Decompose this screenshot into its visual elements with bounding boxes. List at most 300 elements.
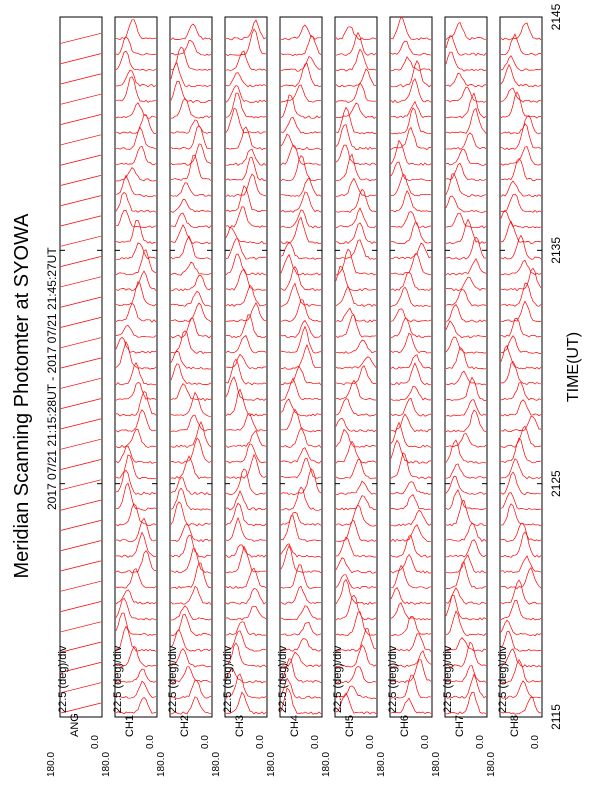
scan-trace <box>171 478 211 495</box>
scan-trace <box>281 267 321 291</box>
scan-trace <box>61 399 101 409</box>
scan-trace <box>226 455 266 479</box>
y-tick-label-max: 180.0 <box>376 751 387 777</box>
y-tick-label-max: 180.0 <box>486 751 497 777</box>
scan-trace <box>116 470 156 494</box>
scan-trace <box>501 532 541 557</box>
scan-trace <box>61 155 101 165</box>
scan-trace <box>61 581 101 591</box>
scan-trace <box>446 611 486 635</box>
scan-trace <box>446 348 486 370</box>
scan-trace <box>446 289 486 306</box>
scan-trace <box>116 325 156 337</box>
scan-trace <box>226 73 266 87</box>
scan-trace <box>281 606 321 620</box>
scan-trace <box>281 546 321 573</box>
scan-trace <box>336 249 376 275</box>
scan-trace <box>446 237 486 259</box>
scan-trace <box>391 141 431 166</box>
scan-trace <box>336 69 376 87</box>
scan-trace <box>281 345 321 369</box>
scan-trace <box>226 518 266 542</box>
scan-trace <box>61 196 101 206</box>
panel-ch7 <box>445 17 487 717</box>
scan-trace <box>446 540 486 557</box>
scan-trace <box>281 327 321 354</box>
scan-trace <box>281 242 321 259</box>
scan-trace <box>446 52 486 71</box>
scan-trace <box>336 558 376 574</box>
scan-trace <box>171 415 211 432</box>
scan-trace <box>501 23 541 40</box>
scan-traces <box>391 17 431 714</box>
scan-trace <box>171 586 211 604</box>
scan-trace <box>336 399 376 417</box>
x-tick-label: 2125 <box>549 470 563 498</box>
scan-trace <box>391 223 431 244</box>
scan-trace <box>61 500 101 510</box>
scan-trace <box>281 516 321 542</box>
scan-trace <box>501 493 541 510</box>
scan-trace <box>171 63 211 87</box>
scan-trace <box>171 549 211 573</box>
scan-trace <box>61 317 101 327</box>
channel-label: CH7 <box>454 714 466 737</box>
scan-trace <box>501 400 541 416</box>
scan-trace <box>116 193 156 213</box>
scan-trace <box>226 315 266 338</box>
scan-trace <box>116 410 156 432</box>
scan-trace <box>116 551 156 573</box>
scan-trace <box>116 590 156 604</box>
scan-trace <box>446 149 486 165</box>
scan-trace <box>171 236 211 259</box>
scan-trace <box>61 33 101 43</box>
panel-frame <box>225 17 267 717</box>
y-tick-label-max: 180.0 <box>266 751 277 777</box>
scan-trace <box>336 441 376 463</box>
scan-trace <box>171 291 211 306</box>
scan-trace <box>226 354 266 369</box>
scan-trace <box>501 65 541 87</box>
scan-trace <box>226 377 266 400</box>
scan-trace <box>171 47 211 70</box>
scan-trace <box>391 510 431 526</box>
scan-traces <box>171 24 211 714</box>
scan-trace <box>116 127 156 149</box>
scan-trace <box>391 17 431 40</box>
scan-trace <box>336 430 376 448</box>
scan-trace <box>501 147 541 166</box>
chart-title: Meridian Scanning Photomter at SYOWA <box>11 213 33 579</box>
scan-trace <box>391 355 431 369</box>
scan-trace <box>281 469 321 495</box>
scan-trace <box>501 459 541 479</box>
scan-trace <box>391 440 431 463</box>
scan-trace <box>281 63 321 87</box>
scan-trace <box>336 154 376 181</box>
scan-trace <box>61 236 101 246</box>
channel-label: CH8 <box>509 714 521 737</box>
scan-trace <box>61 115 101 125</box>
scan-trace <box>391 102 431 118</box>
scan-trace <box>391 603 431 620</box>
scan-trace <box>391 253 431 274</box>
scan-trace <box>446 133 486 149</box>
scan-trace <box>446 596 486 621</box>
panel-ch5 <box>335 17 377 717</box>
scan-trace <box>336 595 376 620</box>
y-tick-label-min: 0.0 <box>200 735 211 749</box>
scale-label: 22.5 (deg)/div <box>277 645 289 713</box>
scan-trace <box>281 85 321 103</box>
scan-trace <box>446 87 486 102</box>
scan-trace <box>281 622 321 635</box>
scan-trace <box>446 163 486 180</box>
scan-trace <box>281 565 321 589</box>
scan-trace <box>281 36 321 56</box>
channel-label: CH5 <box>344 714 356 737</box>
scan-trace <box>171 183 211 196</box>
scan-trace <box>336 459 376 478</box>
scan-trace <box>391 272 431 290</box>
chart-subtitle: 2017 07/21 21:15:28UT - 2017 07/21 21:45:27UT <box>45 247 59 510</box>
scan-trace <box>61 216 101 226</box>
scan-trace <box>171 275 211 290</box>
scan-trace <box>171 535 211 557</box>
scan-trace <box>391 162 431 181</box>
scan-trace <box>336 286 376 306</box>
scan-trace <box>281 448 321 464</box>
scan-trace <box>336 315 376 338</box>
scan-trace <box>391 243 431 259</box>
scan-trace <box>336 145 376 165</box>
scan-trace <box>336 189 376 212</box>
scan-trace <box>171 502 211 526</box>
channel-label: CH6 <box>399 714 411 737</box>
scan-trace <box>281 192 321 212</box>
scan-trace <box>116 455 156 479</box>
y-tick-label-min: 0.0 <box>365 735 376 749</box>
scan-trace <box>391 79 431 103</box>
scan-trace <box>281 399 321 416</box>
channel-label: CH3 <box>234 714 246 737</box>
scan-trace <box>61 54 101 64</box>
scan-traces <box>61 33 101 713</box>
y-tick-label-max: 180.0 <box>101 751 112 777</box>
scan-trace <box>226 606 266 620</box>
scan-trace <box>171 384 211 401</box>
scan-trace <box>61 460 101 470</box>
scan-trace <box>61 135 101 145</box>
scan-trace <box>281 217 321 243</box>
panel-frame <box>445 17 487 717</box>
scan-trace <box>391 57 431 71</box>
scan-trace <box>446 434 486 448</box>
scan-trace <box>281 145 321 165</box>
scan-trace <box>501 556 541 573</box>
scan-trace <box>501 620 541 636</box>
scan-trace <box>336 308 376 322</box>
scan-trace <box>336 575 376 589</box>
scan-trace <box>501 383 541 401</box>
scan-trace <box>336 240 376 259</box>
scan-traces <box>116 20 156 714</box>
scan-trace <box>336 357 376 369</box>
y-tick-label-max: 180.0 <box>211 751 222 777</box>
scan-trace <box>171 155 211 181</box>
scan-trace <box>61 94 101 104</box>
scan-trace <box>61 602 101 612</box>
scan-trace <box>116 146 156 165</box>
scan-trace <box>446 588 486 605</box>
scan-trace <box>336 612 376 636</box>
scan-trace <box>501 426 541 447</box>
scan-trace <box>226 20 266 40</box>
channel-label: CH1 <box>124 714 136 737</box>
scan-trace <box>171 213 211 228</box>
scan-trace <box>171 262 211 275</box>
scan-trace <box>446 259 486 275</box>
scan-trace <box>226 547 266 573</box>
scan-trace <box>501 88 541 102</box>
scan-traces <box>501 23 541 714</box>
scan-trace <box>446 73 486 87</box>
scan-trace <box>226 186 266 212</box>
scale-label: 22.5 (deg)/div <box>442 645 454 713</box>
scan-trace <box>116 532 156 557</box>
scan-trace <box>116 77 156 103</box>
scan-trace <box>391 398 431 416</box>
scan-trace <box>226 589 266 605</box>
scan-trace <box>336 49 376 71</box>
scan-trace <box>171 606 211 620</box>
scan-trace <box>391 127 431 149</box>
scan-trace <box>391 482 431 495</box>
scan-trace <box>171 41 211 56</box>
scan-trace <box>446 108 486 133</box>
scan-trace <box>336 380 376 400</box>
scan-traces <box>281 25 321 714</box>
scan-trace <box>391 212 431 228</box>
scan-trace <box>501 236 541 260</box>
scan-trace <box>61 561 101 571</box>
scan-trace <box>171 81 211 102</box>
scan-trace <box>336 125 376 150</box>
scan-trace <box>116 342 156 370</box>
panel-ang <box>60 17 102 717</box>
scan-trace <box>281 117 321 134</box>
scan-traces <box>226 20 266 714</box>
scan-trace <box>226 503 266 526</box>
scan-trace <box>61 520 101 530</box>
panel-ch2 <box>170 17 212 717</box>
scan-trace <box>116 168 156 182</box>
scan-trace <box>501 301 541 321</box>
scan-trace <box>116 429 156 447</box>
scan-trace <box>501 34 541 55</box>
scan-trace <box>336 481 376 494</box>
scan-trace <box>391 453 431 479</box>
scan-trace <box>171 331 211 354</box>
panel-ch1 <box>115 17 157 717</box>
scan-trace <box>281 378 321 400</box>
scan-trace <box>336 521 376 542</box>
scan-trace <box>391 108 431 134</box>
scan-trace <box>281 210 321 228</box>
scan-trace <box>61 541 101 551</box>
scan-trace <box>226 359 266 385</box>
scan-trace <box>391 309 431 322</box>
scan-trace <box>116 504 156 526</box>
scan-trace <box>446 305 486 323</box>
scan-trace <box>446 562 486 589</box>
scan-traces <box>336 27 376 714</box>
scan-trace <box>226 491 266 510</box>
scan-trace <box>281 321 321 338</box>
scan-trace <box>116 70 156 87</box>
scan-trace <box>61 378 101 388</box>
panel-frame <box>500 17 542 717</box>
panel-ch4 <box>280 17 322 717</box>
scan-trace <box>501 124 541 150</box>
scan-trace <box>226 109 266 134</box>
scan-trace <box>281 255 321 276</box>
scan-traces <box>446 22 486 714</box>
scan-trace <box>116 210 156 227</box>
scan-trace <box>61 297 101 307</box>
scan-trace <box>501 116 541 134</box>
scan-trace <box>281 487 321 510</box>
scan-trace <box>116 271 156 291</box>
scan-trace <box>391 588 431 605</box>
scan-trace <box>501 524 541 542</box>
scan-trace <box>226 269 266 290</box>
scan-trace <box>171 126 211 149</box>
y-tick-label-min: 0.0 <box>420 735 431 749</box>
scan-trace <box>446 93 486 118</box>
scan-trace <box>226 86 266 103</box>
scan-trace <box>336 537 376 557</box>
scan-trace <box>116 392 156 416</box>
scan-trace <box>501 472 541 495</box>
scan-trace <box>171 120 211 133</box>
scan-trace <box>116 337 156 353</box>
channel-label: ANG <box>69 713 81 737</box>
scan-trace <box>336 103 376 118</box>
scan-trace <box>501 336 541 354</box>
y-tick-label-min: 0.0 <box>475 735 486 749</box>
scale-label: 22.5 (deg)/div <box>167 645 179 713</box>
scan-trace <box>171 488 211 510</box>
y-tick-label-max: 180.0 <box>321 751 332 777</box>
scale-label: 22.5 (deg)/div <box>112 645 124 713</box>
scan-trace <box>281 134 321 150</box>
scan-trace <box>336 266 376 291</box>
scan-trace <box>501 600 541 620</box>
scan-trace <box>446 464 486 479</box>
scan-trace <box>446 196 486 213</box>
scan-trace <box>171 393 211 417</box>
panel-frame <box>280 17 322 717</box>
scan-trace <box>391 525 431 542</box>
scan-trace <box>61 74 101 84</box>
scan-trace <box>171 303 211 322</box>
scan-trace <box>116 20 156 40</box>
scan-trace <box>336 418 376 432</box>
scan-trace <box>391 616 431 635</box>
scan-trace <box>281 428 321 447</box>
scan-trace <box>226 228 266 244</box>
scan-trace <box>171 318 211 338</box>
scan-trace <box>446 277 486 291</box>
x-tick-label: 2115 <box>549 704 563 730</box>
scan-trace <box>501 56 541 71</box>
scan-trace <box>61 419 101 429</box>
scan-trace <box>116 518 156 541</box>
scan-trace <box>171 422 211 448</box>
scan-trace <box>61 358 101 368</box>
scan-trace <box>171 364 211 385</box>
scan-trace <box>446 400 486 416</box>
scan-trace <box>226 622 266 636</box>
scan-trace <box>446 213 486 228</box>
scan-trace <box>116 103 156 119</box>
scan-trace <box>446 337 486 354</box>
y-tick-label-max: 180.0 <box>156 751 167 777</box>
scan-trace <box>61 277 101 287</box>
scan-trace <box>501 181 541 197</box>
scan-trace <box>61 622 101 632</box>
scan-trace <box>501 268 541 291</box>
scan-trace <box>281 586 321 604</box>
scan-trace <box>226 149 266 165</box>
scan-trace <box>61 338 101 348</box>
scan-trace <box>116 282 156 306</box>
scan-trace <box>446 371 486 385</box>
scan-trace <box>391 41 431 55</box>
scan-trace <box>226 431 266 448</box>
scan-trace <box>116 243 156 259</box>
scan-trace <box>446 476 486 494</box>
scan-trace <box>501 221 541 243</box>
scan-trace <box>501 416 541 431</box>
scan-trace <box>226 93 266 118</box>
scan-trace <box>226 127 266 150</box>
scale-label: 22.5 (deg)/div <box>332 645 344 713</box>
scan-trace <box>281 57 321 72</box>
scan-trace <box>61 257 101 267</box>
scale-label: 22.5 (deg)/div <box>222 645 234 713</box>
scan-trace <box>391 61 431 87</box>
scan-trace <box>336 340 376 353</box>
panel-ch8 <box>500 17 542 717</box>
panel-ch6 <box>390 17 432 717</box>
x-tick-label: 2145 <box>549 3 563 31</box>
scan-trace <box>281 95 321 118</box>
scan-trace <box>226 157 266 180</box>
scale-label: 22.5 (deg)/div <box>57 645 69 713</box>
scan-trace <box>446 440 486 463</box>
scan-trace <box>116 613 156 635</box>
scan-trace <box>226 207 266 228</box>
scan-trace <box>501 210 541 228</box>
scan-trace <box>501 159 541 181</box>
scan-trace <box>116 37 156 55</box>
scan-trace <box>116 446 156 463</box>
scan-trace <box>61 480 101 490</box>
channel-label: CH4 <box>289 714 301 737</box>
